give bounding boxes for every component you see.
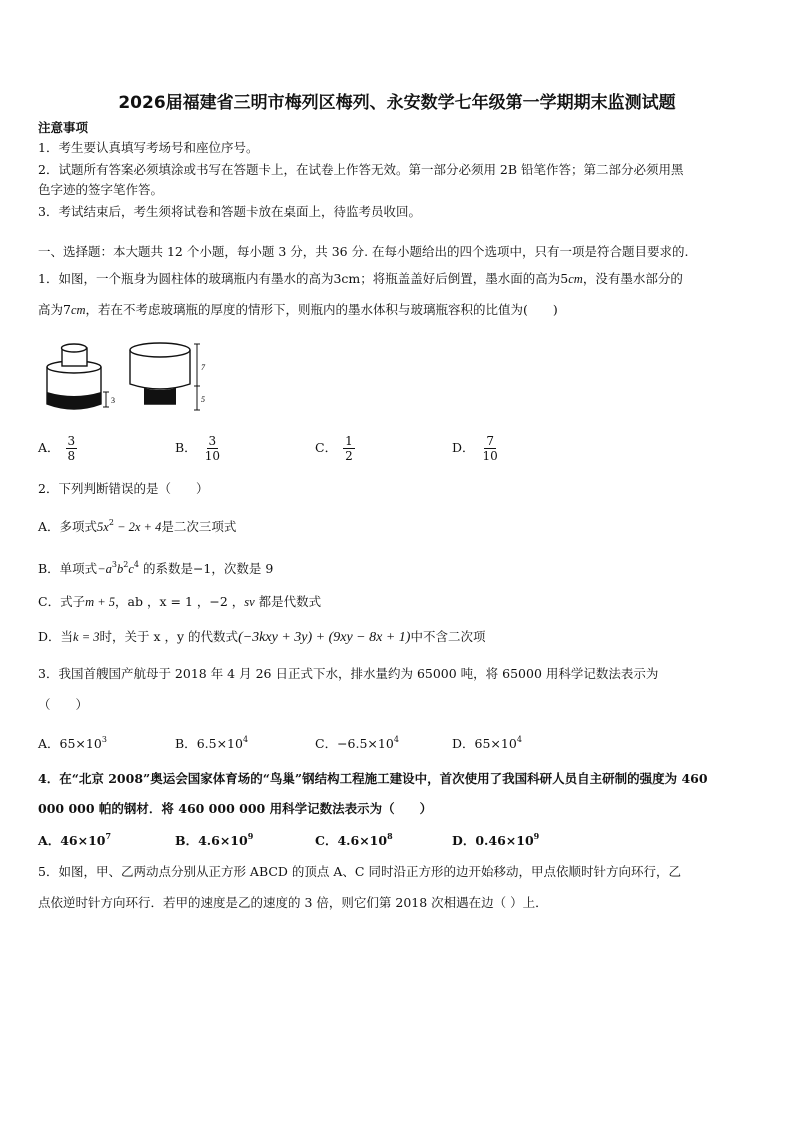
q2-option-d[interactable]: D．当k = 3时，关于 x ，y 的代数式(−3kxy + 3y) + (9xy − 8x + 1)中不含二次项 [38, 629, 486, 645]
q4-stem-line1: 4．在“北京 2008”奥运会国家体育场的“鸟巢”钢结构工程施工建设中，首次使用了我国科研人员自主研制的强度为 460 [38, 771, 708, 786]
q3-option-c[interactable]: C．$-6.5\times 10^4$ [315, 735, 399, 751]
figure-label-5: 5 [201, 395, 205, 404]
q3-option-d[interactable]: D．$65\times 10^4$ [452, 735, 522, 751]
q2-option-a[interactable]: A．多项式$5x^2 - 2x + 4$是二次三项式 [38, 518, 237, 534]
figure-label-3: 3 [111, 396, 115, 405]
section-heading: 一、选择题：本大题共 12 个小题，每小题 3 分，共 36 分. 在每小题给出的四个选项中，只有一项是符合题目要求的. [38, 244, 689, 259]
notes-heading: 注意事项 [38, 120, 89, 135]
q3-option-b[interactable]: B．$6.5\times 10^4$ [175, 735, 249, 751]
notes-item: 2．试题所有答案必须填涂或书写在答题卡上，在试卷上作答无效。第一部分必须用 2B 铅笔作答；第二部分必须用黑 [38, 162, 684, 177]
page-title: 2026届福建省三明市梅列区梅列、永安数学七年级第一学期期末监测试题 [118, 93, 676, 113]
q2-option-b[interactable]: B．单项式$-a^3b^2c^4$ 的系数是−1，次数是 9 [38, 560, 274, 576]
q4-option-b[interactable]: B．$4.6\times 10^9$ [175, 831, 254, 848]
notes-item: 1．考生要认真填写考场号和座位序号。 [38, 140, 259, 155]
figure-label-7: 7 [201, 363, 205, 372]
q5-stem-line1: 5．如图，甲、乙两动点分别从正方形 ABCD 的顶点 A、C 同时沿正方形的边开始移动，甲点依顺时针方向环行，乙 [38, 864, 681, 879]
q1-option-d[interactable]: D． $\frac{7}{10}$ [452, 434, 498, 463]
q1-option-c[interactable]: C． $\frac{1}{2}$ [315, 434, 353, 463]
q1-option-a[interactable]: A． $\frac{3}{8}$ [38, 434, 76, 463]
q1-option-b[interactable]: B． $\frac{3}{10}$ [175, 434, 220, 463]
q1-stem-line1: 1．如图，一个瓶身为圆柱体的玻璃瓶内有墨水的高为3cm；将瓶盖盖好后倒置，墨水面的高为5cm，没有墨水部分的 [38, 271, 683, 286]
q5-stem-line2: 点依逆时针方向环行．若甲的速度是乙的速度的 3 倍，则它们第 2018 次相遇在边（ ）上． [38, 895, 548, 910]
q3-stem: 3．我国首艘国产航母于 2018 年 4 月 26 日正式下水，排水量约为 65000 吨，将 65000 用科学记数法表示为 [38, 666, 659, 681]
q2-stem: 2．下列判断错误的是（ ） [38, 481, 209, 496]
notes-item: 色字迹的签字笔作答。 [38, 182, 164, 197]
notes-item: 3．考试结束后，考生须将试卷和答题卡放在桌面上，待监考员收回。 [38, 204, 421, 219]
bottle-figure [40, 340, 210, 418]
q1-stem-line2: 高为7cm，若在不考虑玻璃瓶的厚度的情形下，则瓶内的墨水体积与玻璃瓶容积的比值为( ) [38, 302, 558, 317]
q3-option-a[interactable]: A．$65\times 10^3$ [38, 735, 107, 751]
q4-option-d[interactable]: D．$0.46\times 10^9$ [452, 831, 540, 848]
q3-paren: （ ） [38, 697, 89, 712]
q4-option-c[interactable]: C．$4.6\times 10^8$ [315, 831, 393, 848]
q4-stem-line2: 000 000 帕的钢材．将 460 000 000 用科学记数法表示为（ ） [38, 801, 433, 816]
q2-option-c[interactable]: C．式子m + 5，ab ，x = 1 ，−2 ，sv 都是代数式 [38, 594, 322, 609]
q4-option-a[interactable]: A．$46\times 10^7$ [38, 831, 112, 848]
